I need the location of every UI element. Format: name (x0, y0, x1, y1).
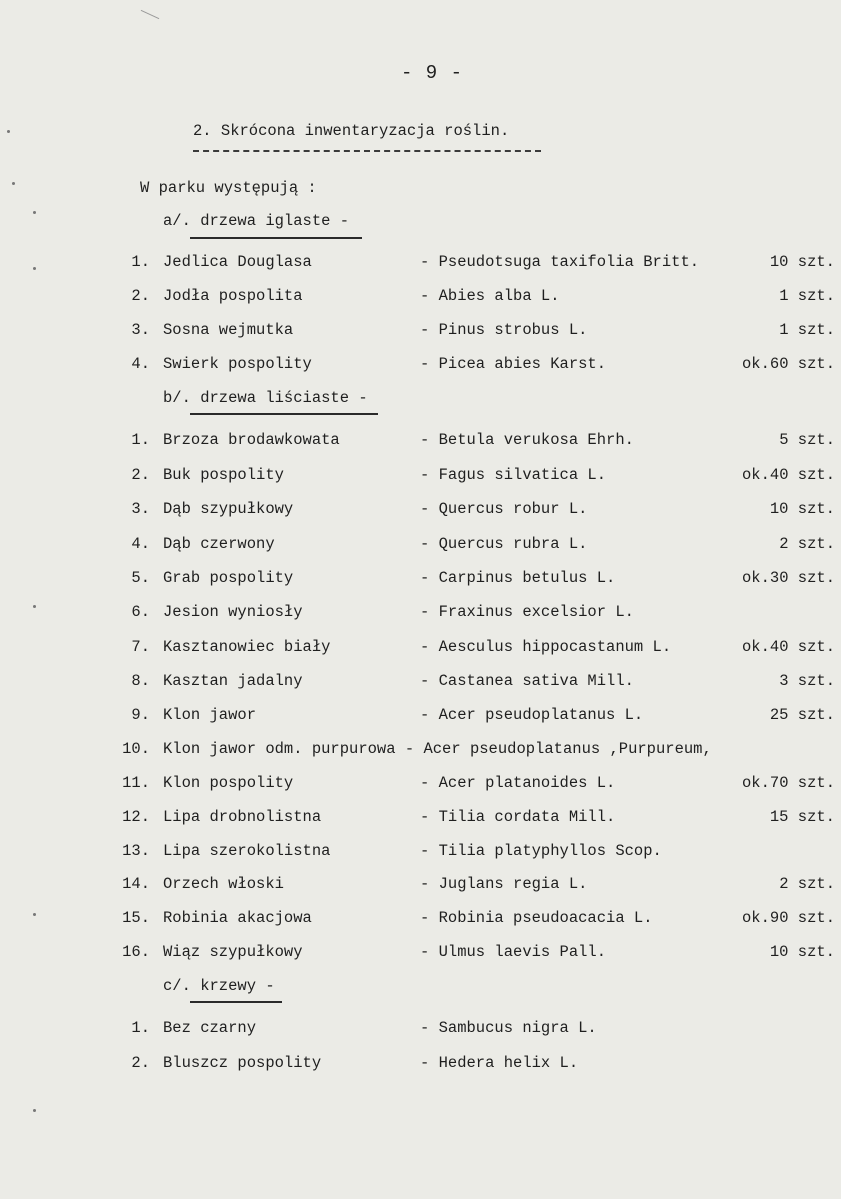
margin-dot (33, 1109, 36, 1112)
item-latin: - Acer pseudoplatanus L. (420, 706, 644, 724)
section-heading-conifers: a/. drzewa iglaste - (163, 212, 350, 230)
item-number: 7. (131, 638, 150, 656)
item-name: Klon pospolity (163, 774, 294, 792)
item-name: Wiąz szypułkowy (163, 943, 303, 961)
item-latin: - Sambucus nigra L. (420, 1019, 597, 1037)
item-latin: - Fraxinus excelsior L. (420, 603, 634, 621)
item-latin: - Betula verukosa Ehrh. (420, 431, 634, 449)
item-count: ok.70 szt. (741, 774, 835, 792)
item-name: Klon jawor odm. purpurowa - Acer pseudoplatanus ,Purpureum, (163, 740, 712, 758)
item-latin: - Robinia pseudoacacia L. (420, 909, 653, 927)
item-latin: - Tilia cordata Mill. (420, 808, 616, 826)
item-count: 1 szt. (779, 321, 835, 339)
item-count: 2 szt. (779, 535, 835, 553)
item-number: 13. (122, 842, 150, 860)
item-name: Jesion wyniosły (163, 603, 303, 621)
section-underline (190, 413, 378, 415)
item-count: 10 szt. (769, 943, 835, 961)
item-latin: - Tilia platyphyllos Scop. (420, 842, 662, 860)
item-number: 1. (131, 253, 150, 271)
scan-mark (141, 10, 160, 19)
intro-text: W parku występują : (140, 179, 317, 197)
item-count: 10 szt. (769, 253, 835, 271)
item-latin: - Juglans regia L. (420, 875, 588, 893)
section-heading-deciduous: b/. drzewa liściaste - (163, 389, 368, 407)
item-name: Klon jawor (163, 706, 257, 724)
item-name: Kasztan jadalny (163, 672, 303, 690)
item-name: Robinia akacjowa (163, 909, 312, 927)
item-count: ok.40 szt. (741, 638, 835, 656)
item-name: Brzoza brodawkowata (163, 431, 340, 449)
margin-dot (33, 913, 36, 916)
section-underline (190, 237, 362, 239)
item-latin: - Carpinus betulus L. (420, 569, 616, 587)
item-number: 12. (122, 808, 150, 826)
item-count: 1 szt. (779, 287, 835, 305)
item-number: 5. (131, 569, 150, 587)
item-name: Lipa szerokolistna (163, 842, 331, 860)
item-name: Bluszcz pospolity (163, 1054, 322, 1072)
item-latin: - Aesculus hippocastanum L. (420, 638, 672, 656)
item-name: Jodła pospolita (163, 287, 303, 305)
section-underline (190, 1001, 282, 1003)
item-count: ok.30 szt. (741, 569, 835, 587)
item-count: 5 szt. (779, 431, 835, 449)
item-count: ok.40 szt. (741, 466, 835, 484)
item-number: 4. (131, 535, 150, 553)
item-latin: - Picea abies Karst. (420, 355, 607, 373)
item-number: 4. (131, 355, 150, 373)
item-count: 2 szt. (779, 875, 835, 893)
item-name: Kasztanowiec biały (163, 638, 331, 656)
title-underline (193, 150, 541, 152)
item-name: Dąb czerwony (163, 535, 275, 553)
item-number: 14. (122, 875, 150, 893)
item-latin: - Hedera helix L. (420, 1054, 579, 1072)
margin-dot (33, 267, 36, 270)
section-heading-shrubs: c/. krzewy - (163, 977, 275, 995)
item-count: ok.60 szt. (741, 355, 835, 373)
item-number: 2. (131, 1054, 150, 1072)
item-count: 25 szt. (769, 706, 835, 724)
item-name: Lipa drobnolistna (163, 808, 322, 826)
item-name: Dąb szypułkowy (163, 500, 294, 518)
item-latin: - Abies alba L. (420, 287, 560, 305)
item-count: 15 szt. (769, 808, 835, 826)
item-latin: - Quercus rubra L. (420, 535, 588, 553)
item-name: Buk pospolity (163, 466, 284, 484)
item-number: 2. (131, 466, 150, 484)
item-latin: - Pinus strobus L. (420, 321, 588, 339)
item-number: 16. (122, 943, 150, 961)
item-number: 2. (131, 287, 150, 305)
margin-dot (33, 605, 36, 608)
item-name: Orzech włoski (163, 875, 284, 893)
margin-dot (7, 130, 10, 133)
item-latin: - Quercus robur L. (420, 500, 588, 518)
item-number: 11. (122, 774, 150, 792)
item-latin: - Ulmus laevis Pall. (420, 943, 607, 961)
item-number: 1. (131, 1019, 150, 1037)
page-number: - 9 - (401, 62, 464, 84)
item-latin: - Pseudotsuga taxifolia Britt. (420, 253, 700, 271)
item-name: Swierk pospolity (163, 355, 312, 373)
item-name: Bez czarny (163, 1019, 257, 1037)
margin-dot (12, 182, 15, 185)
item-count: 3 szt. (779, 672, 835, 690)
item-number: 3. (131, 500, 150, 518)
item-number: 15. (122, 909, 150, 927)
item-number: 8. (131, 672, 150, 690)
item-count: ok.90 szt. (741, 909, 835, 927)
margin-dot (33, 211, 36, 214)
item-name: Sosna wejmutka (163, 321, 294, 339)
item-count: 10 szt. (769, 500, 835, 518)
item-number: 1. (131, 431, 150, 449)
item-name: Grab pospolity (163, 569, 294, 587)
item-number: 3. (131, 321, 150, 339)
item-number: 9. (131, 706, 150, 724)
item-latin: - Castanea sativa Mill. (420, 672, 634, 690)
item-number: 10. (122, 740, 150, 758)
item-latin: - Fagus silvatica L. (420, 466, 607, 484)
item-latin: - Acer platanoides L. (420, 774, 616, 792)
item-number: 6. (131, 603, 150, 621)
section-title: 2. Skrócona inwentaryzacja roślin. (193, 122, 510, 140)
item-name: Jedlica Douglasa (163, 253, 312, 271)
